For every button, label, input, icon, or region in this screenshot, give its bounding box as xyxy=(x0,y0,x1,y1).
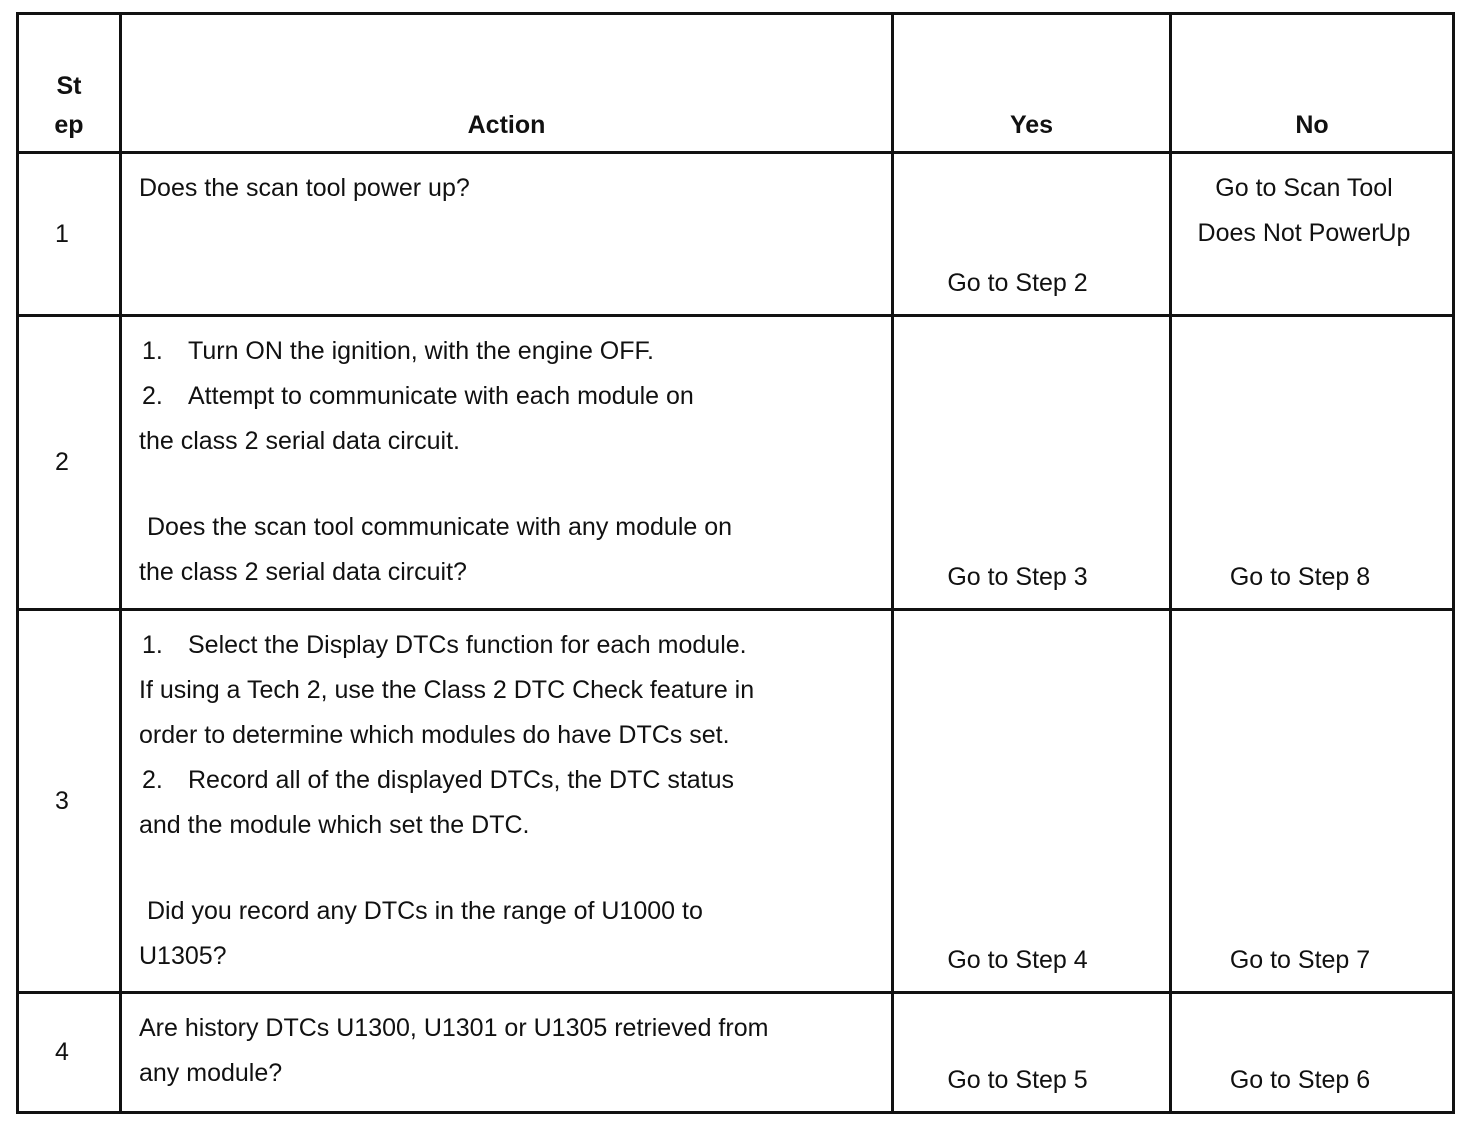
action-text: If using a Tech 2, use the Class 2 DTC Check feature in xyxy=(139,676,755,704)
action-text: order to determine which modules do have DTCs set. xyxy=(139,721,730,749)
header-action: Action xyxy=(121,14,893,153)
header-step: St ep xyxy=(18,14,121,153)
table-row xyxy=(18,610,1454,993)
action-text: Are history DTCs U1300, U1301 or U1305 retrieved from xyxy=(139,1014,769,1042)
action-cell xyxy=(121,153,893,316)
action-item: 2. Record all of the displayed DTCs, the DTC status xyxy=(142,766,735,794)
table-row xyxy=(18,153,1454,316)
header-yes: Yes xyxy=(893,14,1171,153)
header-no: No xyxy=(1171,14,1454,153)
action-item: 1. Turn ON the ignition, with the engine OFF. xyxy=(142,337,654,365)
question-text: U1305? xyxy=(139,942,227,970)
no-cell: Go to Step 6 xyxy=(1171,993,1454,1113)
action-cell xyxy=(121,993,893,1113)
diagnostic-page xyxy=(16,12,1452,1114)
action-item: 2. Attempt to communicate with each module on xyxy=(142,382,694,410)
step-number: 1 xyxy=(18,153,121,316)
step-number: 2 xyxy=(18,316,121,610)
action-text: Does the scan tool power up? xyxy=(139,174,470,202)
action-text: any module? xyxy=(139,1059,283,1087)
step-number: 3 xyxy=(18,610,121,993)
table-row xyxy=(18,993,1454,1113)
no-cell: Go to Scan Tool Does Not Power Up xyxy=(1171,153,1454,316)
question-text: Did you record any DTCs in the range of U1000 to xyxy=(147,897,703,925)
step-number: 4 xyxy=(18,993,121,1113)
yes-cell: Go to Step 3 xyxy=(893,316,1171,610)
action-text: the class 2 serial data circuit. xyxy=(139,427,460,455)
action-cell xyxy=(121,316,893,610)
question-text: the class 2 serial data circuit? xyxy=(139,558,467,586)
yes-cell: Go to Step 2 xyxy=(893,153,1171,316)
table-header-row xyxy=(18,14,1454,153)
no-cell: Go to Step 7 xyxy=(1171,610,1454,993)
action-cell xyxy=(121,610,893,993)
yes-cell: Go to Step 5 xyxy=(893,993,1171,1113)
no-cell: Go to Step 8 xyxy=(1171,316,1454,610)
yes-cell: Go to Step 4 xyxy=(893,610,1171,993)
action-item: 1. Select the Display DTCs function for each module. xyxy=(142,631,747,659)
diagnostic-table xyxy=(16,12,1455,1114)
action-text: and the module which set the DTC. xyxy=(139,811,530,839)
table-row xyxy=(18,316,1454,610)
question-text: Does the scan tool communicate with any module on xyxy=(147,513,733,541)
